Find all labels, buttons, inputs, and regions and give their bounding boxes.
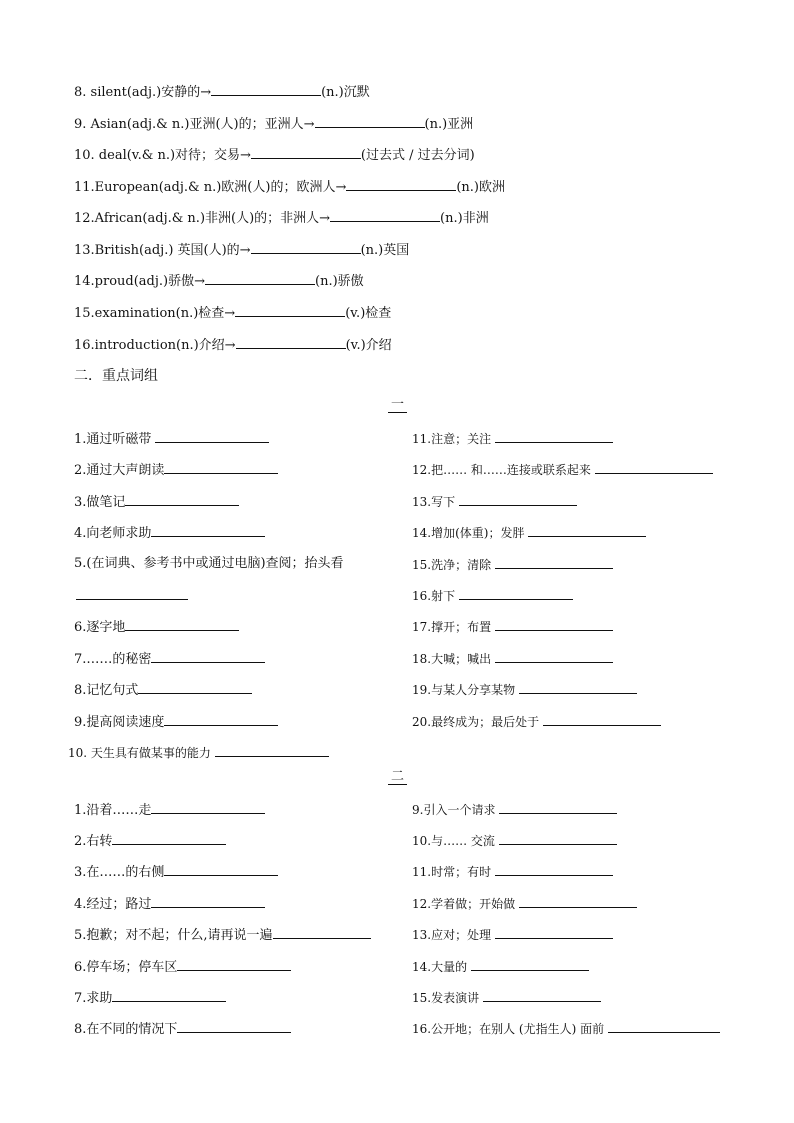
answer-blank[interactable] <box>125 618 239 631</box>
phrase-item-continuation <box>76 587 188 605</box>
answer-blank[interactable] <box>177 958 291 971</box>
answer-blank[interactable] <box>459 587 573 600</box>
phrase-item: 8.在不同的情况下 <box>74 1020 291 1038</box>
answer-blank[interactable] <box>519 681 637 694</box>
answer-blank[interactable] <box>528 524 646 537</box>
answer-blank[interactable] <box>112 832 226 845</box>
phrase-item: 16.射下 <box>412 587 573 604</box>
phrase-item: 4.向老师求助 <box>74 524 265 542</box>
phrase-item: 8.记忆句式 <box>74 681 252 699</box>
answer-blank[interactable] <box>495 863 613 876</box>
word-form-item: 16.introduction(n.)介绍→ (v.)介绍 <box>74 338 392 353</box>
phrase-item: 11.注意；关注 <box>412 430 613 447</box>
phrase-item: 2.右转 <box>74 832 226 850</box>
section-title: 二．重点词组 <box>74 368 158 384</box>
answer-blank[interactable] <box>151 801 265 814</box>
phrase-item: 3.在……的右侧 <box>74 863 278 881</box>
answer-blank[interactable] <box>235 304 345 317</box>
phrase-item: 19.与某人分享某物 <box>412 681 637 698</box>
phrase-item: 7.……的秘密 <box>74 650 265 668</box>
answer-blank[interactable] <box>164 461 278 474</box>
word-form-item: 11.European(adj.& n.)欧洲(人)的；欧洲人→ (n.)欧洲 <box>74 180 505 195</box>
answer-blank[interactable] <box>236 336 346 349</box>
answer-blank[interactable] <box>495 926 613 939</box>
word-form-item: 14.proud(adj.)骄傲→ (n.)骄傲 <box>74 274 364 289</box>
answer-blank[interactable] <box>346 178 456 191</box>
phrase-item: 9.提高阅读速度 <box>74 713 278 731</box>
answer-blank[interactable] <box>459 493 577 506</box>
phrase-item: 13.写下 <box>412 493 577 510</box>
answer-blank[interactable] <box>138 681 252 694</box>
answer-blank[interactable] <box>251 146 361 159</box>
phrase-item: 18.大喊；喊出 <box>412 650 613 667</box>
answer-blank[interactable] <box>164 863 278 876</box>
answer-blank[interactable] <box>595 461 713 474</box>
phrase-item: 6.停车场；停车区 <box>74 958 291 976</box>
answer-blank[interactable] <box>205 272 315 285</box>
phrase-item: 14.大量的 <box>412 958 589 975</box>
answer-blank[interactable] <box>499 832 617 845</box>
answer-blank[interactable] <box>211 83 321 96</box>
answer-blank[interactable] <box>495 556 613 569</box>
answer-blank[interactable] <box>273 926 371 939</box>
phrase-item: 4.经过；路过 <box>74 895 265 913</box>
phrase-item: 5.(在词典、参考书中或通过电脑)查阅；抬头看 <box>74 556 344 571</box>
phrase-item: 6.逐字地 <box>74 618 239 636</box>
phrase-item: 17.撑开；布置 <box>412 618 613 635</box>
answer-blank[interactable] <box>76 587 188 600</box>
answer-blank[interactable] <box>495 650 613 663</box>
answer-blank[interactable] <box>177 1020 291 1033</box>
phrase-item: 10. 天生具有做某事的能力 <box>68 744 329 761</box>
answer-blank[interactable] <box>155 430 269 443</box>
phrase-item: 2.通过大声朗读 <box>74 461 278 479</box>
phrase-item: 1.通过听磁带 <box>74 430 269 448</box>
word-form-item: 15.examination(n.)检查→ (v.)检查 <box>74 306 392 321</box>
phrase-item: 20.最终成为；最后处于 <box>412 713 661 730</box>
word-form-item: 12.African(adj.& n.)非洲(人)的；非洲人→ (n.)非洲 <box>74 211 489 226</box>
phrase-item: 5.抱歉；对不起；什么,请再说一遍 <box>74 926 371 944</box>
answer-blank[interactable] <box>471 958 589 971</box>
phrase-item: 16.公开地；在别人 (尤指生人) 面前 <box>412 1020 720 1037</box>
answer-blank[interactable] <box>315 115 425 128</box>
phrase-item: 13.应对；处理 <box>412 926 613 943</box>
answer-blank[interactable] <box>112 989 226 1002</box>
answer-blank[interactable] <box>164 713 278 726</box>
answer-blank[interactable] <box>251 241 361 254</box>
answer-blank[interactable] <box>543 713 661 726</box>
phrase-item: 15.发表演讲 <box>412 989 601 1006</box>
answer-blank[interactable] <box>151 895 265 908</box>
answer-blank[interactable] <box>215 744 329 757</box>
answer-blank[interactable] <box>519 895 637 908</box>
answer-blank[interactable] <box>125 493 239 506</box>
word-form-item: 10. deal(v.& n.)对待；交易→ (过去式 / 过去分词) <box>74 148 475 163</box>
phrase-item: 3.做笔记 <box>74 493 239 511</box>
phrase-item: 10.与…… 交流 <box>412 832 617 849</box>
phrase-item: 7.求助 <box>74 989 226 1007</box>
answer-blank[interactable] <box>483 989 601 1002</box>
word-form-item: 13.British(adj.) 英国(人)的→ (n.)英国 <box>74 243 410 258</box>
group-label: 一 <box>388 397 407 413</box>
phrase-item: 9.引入一个请求 <box>412 801 617 818</box>
answer-blank[interactable] <box>151 524 265 537</box>
phrase-item: 11.时常；有时 <box>412 863 613 880</box>
answer-blank[interactable] <box>499 801 617 814</box>
phrase-item: 14.增加(体重)；发胖 <box>412 524 646 541</box>
phrase-item: 1.沿着……走 <box>74 801 265 819</box>
phrase-item: 12.把…… 和……连接或联系起来 <box>412 461 713 478</box>
answer-blank[interactable] <box>330 209 440 222</box>
word-form-item: 9. Asian(adj.& n.)亚洲(人)的；亚洲人→ (n.)亚洲 <box>74 117 474 132</box>
group-label: 二 <box>388 769 407 785</box>
word-form-item: 8. silent(adj.)安静的→ (n.)沉默 <box>74 85 370 100</box>
answer-blank[interactable] <box>495 618 613 631</box>
answer-blank[interactable] <box>608 1020 720 1033</box>
phrase-item: 12.学着做；开始做 <box>412 895 637 912</box>
answer-blank[interactable] <box>495 430 613 443</box>
answer-blank[interactable] <box>151 650 265 663</box>
phrase-item: 15.洗净；清除 <box>412 556 613 573</box>
